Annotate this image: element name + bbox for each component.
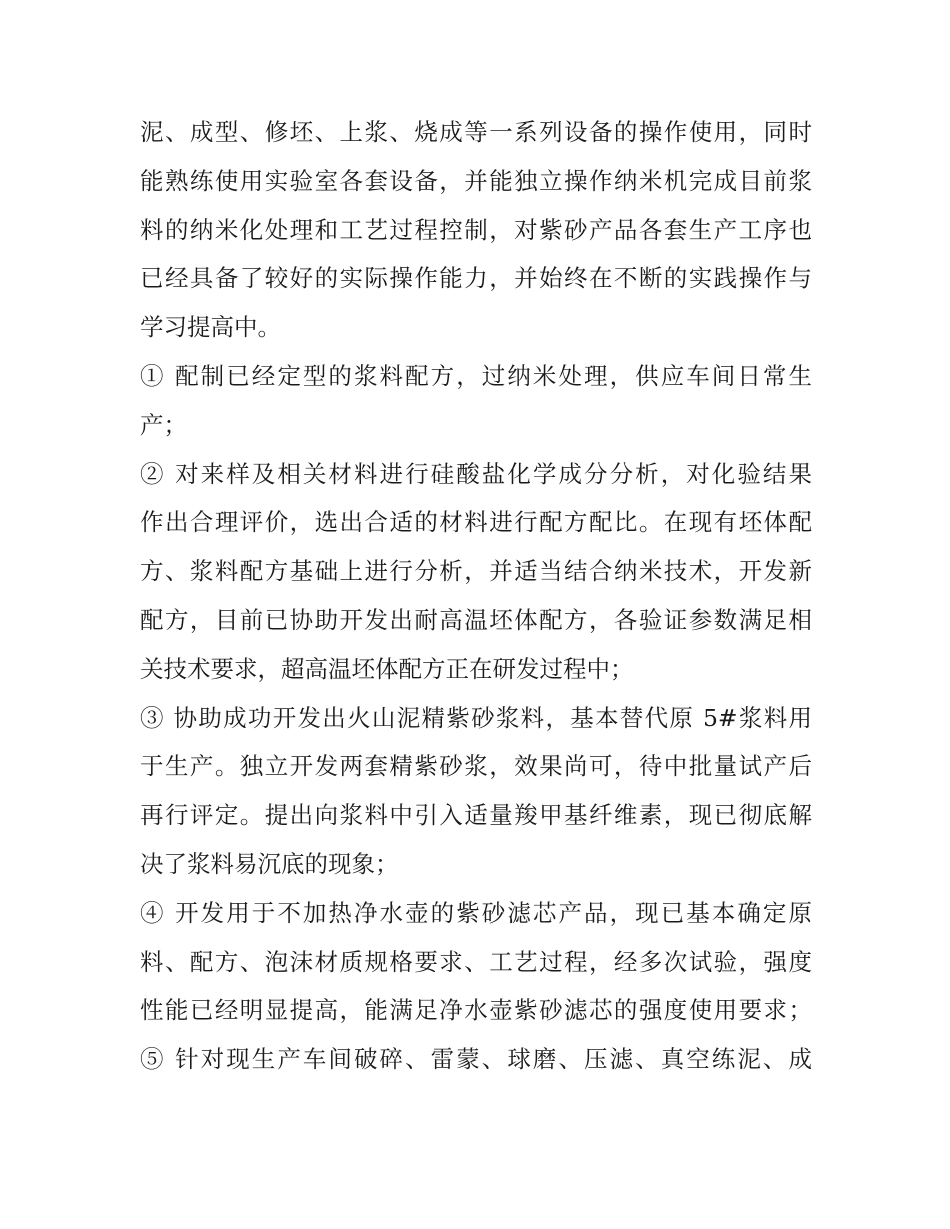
- list-item-5-line: ⑤ 针对现生产车间破碎、雷蒙、球磨、压滤、真空练泥、成: [140, 1045, 812, 1074]
- list-item-3-line: ③ 协助成功开发出火山泥精紫砂浆料，基本替代原 5#浆料用: [140, 703, 812, 732]
- text-line: 学习提高中。: [140, 313, 281, 342]
- text-line: 料的纳米化处理和工艺过程控制，对紫砂产品各套生产工序也: [140, 215, 812, 244]
- document-body: [140, 108, 812, 1084]
- list-item-2-line: 方、浆料配方基础上进行分析，并适当结合纳米技术，开发新: [140, 557, 812, 586]
- list-item-4-line: 料、配方、泡沫材质规格要求、工艺过程，经多次试验，强度: [140, 947, 812, 976]
- list-item-1-line: ① 配制已经定型的浆料配方，过纳米处理，供应车间日常生: [140, 361, 812, 390]
- list-item-3-line: 决了浆料易沉底的现象；: [140, 849, 399, 878]
- list-item-3-line: 于生产。独立开发两套精紫砂浆，效果尚可，待中批量试产后: [140, 752, 812, 781]
- list-item-4-line: 性能已经明显提高，能满足净水壶紫砂滤芯的强度使用要求；: [140, 996, 812, 1025]
- list-item-2-line: 配方，目前已协助开发出耐高温坯体配方，各验证参数满足相: [140, 605, 812, 634]
- list-item-2-line: 作出合理评价，选出合适的材料进行配方配比。在现有坯体配: [140, 508, 812, 537]
- list-item-2-line: ② 对来样及相关材料进行硅酸盐化学成分分析，对化验结果: [140, 459, 812, 488]
- list-item-2-line: 关技术要求，超高温坯体配方正在研发过程中；: [140, 654, 634, 683]
- text-line: 能熟练使用实验室各套设备，并能独立操作纳米机完成目前浆: [140, 166, 812, 195]
- list-item-4-line: ④ 开发用于不加热净水壶的紫砂滤芯产品，现已基本确定原: [140, 898, 812, 927]
- list-item-3-line: 再行评定。提出向浆料中引入适量羧甲基纤维素，现已彻底解: [140, 801, 812, 830]
- text-line: 泥、成型、修坯、上浆、烧成等一系列设备的操作使用，同时: [140, 118, 812, 146]
- text-line: 已经具备了较好的实际操作能力，并始终在不断的实践操作与: [140, 264, 812, 293]
- list-item-1-line: 产；: [140, 410, 187, 439]
